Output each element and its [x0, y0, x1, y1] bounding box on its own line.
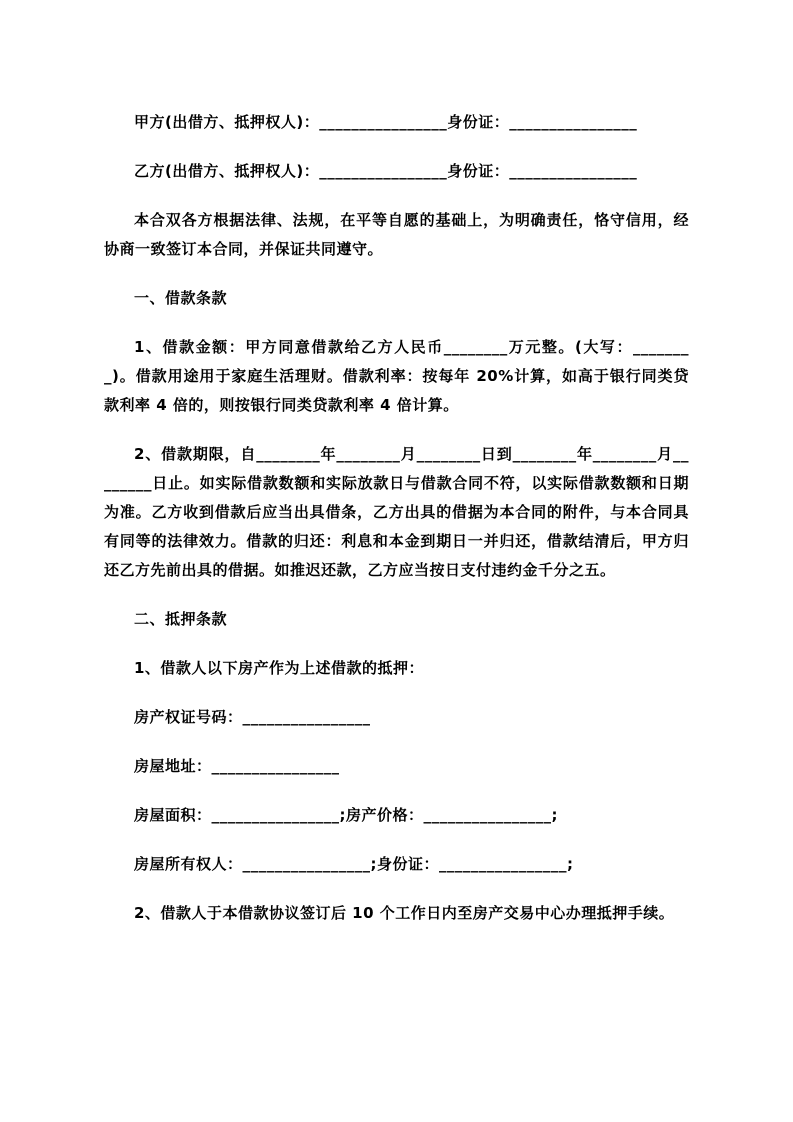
section-1-heading: 一、借款条款	[134, 289, 228, 307]
field-house-area-price: 房屋面积：________________;房产价格：________________;	[134, 806, 558, 824]
clause-loan-term: 2、借款期限，自________年________月________日到________年________月________日止。如实际借款数额和实际放款日与借款合同不符，以实际借款数额和日期为准。乙方收到借款后应当出具借条，乙方出具的借据为本合同的附件，与本合同具有同等的法律效力。借款的归还：利息和本金到期日一并归还，借款结清后，甲方归还乙方先前出具的借据。如推迟还款，乙方应当按日支付违约金千分之五。	[104, 445, 689, 579]
party-b-line: 乙方(出借方、抵押权人)：________________身份证：________________	[134, 162, 638, 180]
field-house-owner: 房屋所有权人：________________;身份证：________________;	[134, 855, 574, 873]
section-2-heading: 二、抵押条款	[134, 610, 228, 628]
clause-mortgage-procedure: 2、借款人于本借款协议签订后 10 个工作日内至房产交易中心办理抵押手续。	[134, 904, 675, 922]
field-house-address: 房屋地址：________________	[134, 757, 340, 775]
clause-loan-amount: 1、借款金额：甲方同意借款给乙方人民币________万元整。(大写：________)。借款用途用于家庭生活理财。借款利率：按每年 20%计算，如高于银行同类贷款利率 4 倍的，则按银行同类贷款利率 4 倍计算。	[104, 338, 689, 414]
party-a-line: 甲方(出借方、抵押权人)：________________身份证：________________	[134, 113, 638, 131]
preamble: 本合双各方根据法律、法规，在平等自愿的基础上，为明确责任，恪守信用，经协商一致签订本合同，并保证共同遵守。	[104, 211, 689, 258]
field-property-cert-no: 房产权证号码：________________	[134, 708, 371, 726]
clause-mortgage-intro: 1、借款人以下房产作为上述借款的抵押：	[134, 659, 424, 677]
